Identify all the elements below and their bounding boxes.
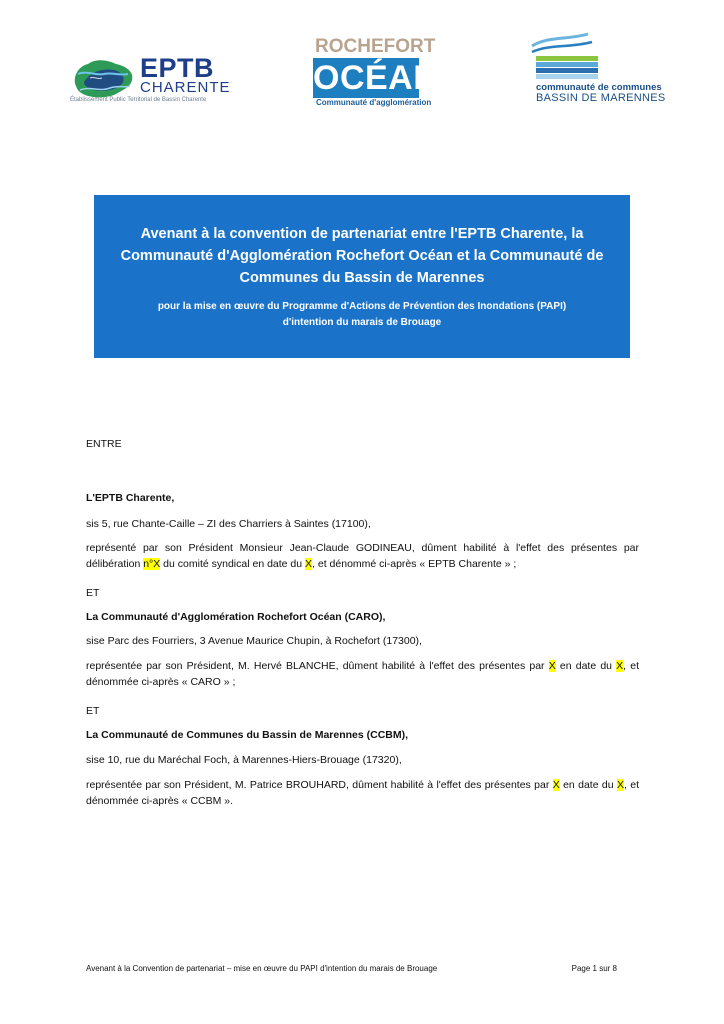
party-ccbm-address: sise 10, rue du Maréchal Foch, à Marennes-Hiers-Brouage (17320), (86, 754, 402, 766)
et-separator: ET (86, 587, 100, 599)
placeholder-highlight: X (616, 779, 624, 791)
party-ccbm-representation (86, 777, 639, 809)
placeholder-highlight: n°X (143, 558, 161, 570)
document-title-line: Communes du Bassin de Marennes (239, 270, 485, 286)
document-subtitle (94, 299, 630, 331)
marennes-waves-icon (528, 30, 600, 82)
eptb-basin-map-icon (70, 56, 136, 100)
text-span: , et dénommée ci-après « CARO » ; (86, 660, 640, 688)
text-span: représentée par son Président, M. Hervé BLANCHE, dûment habilité à l'effet des présentes par (86, 660, 549, 672)
document-title-box (94, 195, 630, 358)
placeholder-highlight: X (552, 779, 560, 791)
rochefort-logo-sub: Communauté d'agglomération (316, 98, 432, 107)
bassin-marennes-logo (528, 30, 666, 108)
document-title-line: Avenant à la convention de partenariat entre l'EPTB Charente, la (140, 226, 584, 242)
eptb-logo-tagline: Établissement Public Territorial de Bassin Charente (70, 97, 207, 103)
party-caro-name: La Communauté d'Agglomération Rochefort Océan (CARO), (86, 611, 386, 623)
document-subtitle-line: d'intention du marais de Brouage (282, 317, 442, 328)
party-eptb-address: sis 5, rue Chante-Caille – ZI des Charriers à Saintes (17100), (86, 518, 371, 530)
et-separator: ET (86, 705, 100, 717)
rochefort-ocean-logo (313, 36, 439, 110)
document-title (112, 223, 612, 289)
placeholder-highlight: X (305, 558, 313, 570)
text-span: en date du (559, 779, 617, 791)
text-span: représenté par son Président Monsieur Jean-Claude GODINEAU, dûment habilité à l'effet des présentes par délibération (86, 542, 639, 570)
party-eptb-representation (86, 540, 639, 572)
text-span: en date du (555, 660, 617, 672)
marennes-logo-line2: BASSIN DE MARENNES (536, 92, 666, 104)
party-caro-representation (86, 658, 639, 690)
party-caro-address: sise Parc des Fourriers, 3 Avenue Maurice Chupin, à Rochefort (17300), (86, 635, 422, 647)
rochefort-logo-main: OCÉAN (313, 59, 439, 97)
eptb-charente-logo (70, 52, 230, 110)
eptb-logo-subtitle: CHARENTE (140, 79, 231, 96)
rochefort-logo-top: ROCHEFORT (315, 36, 436, 57)
document-subtitle-line: pour la mise en œuvre du Programme d'Actions de Prévention des Inondations (PAPI) (157, 301, 567, 312)
placeholder-highlight: X (548, 660, 556, 672)
footer-page-number: Page 1 sur 8 (571, 964, 617, 973)
text-span: , et dénommé ci-après « EPTB Charente » ; (312, 558, 517, 570)
marennes-logo-line1: communauté de communes (536, 82, 662, 93)
party-eptb-name: L'EPTB Charente, (86, 492, 175, 504)
eptb-logo-title: EPTB (140, 53, 215, 83)
placeholder-highlight: X (616, 660, 624, 672)
text-span: représentée par son Président, M. Patrice BROUHARD, dûment habilité à l'effet des présentes par (86, 779, 553, 791)
entre-label: ENTRE (86, 438, 122, 450)
party-ccbm-name: La Communauté de Communes du Bassin de Marennes (CCBM), (86, 729, 409, 741)
text-span: , et dénommée ci-après « CCBM ». (86, 779, 640, 807)
footer-document-title: Avenant à la Convention de partenariat – mise en œuvre du PAPI d'intention du marais de Brouage (86, 964, 438, 973)
text-span: du comité syndical en date du (160, 558, 306, 570)
document-title-line: Communauté d'Agglomération Rochefort Océan et la Communauté de (120, 248, 604, 264)
